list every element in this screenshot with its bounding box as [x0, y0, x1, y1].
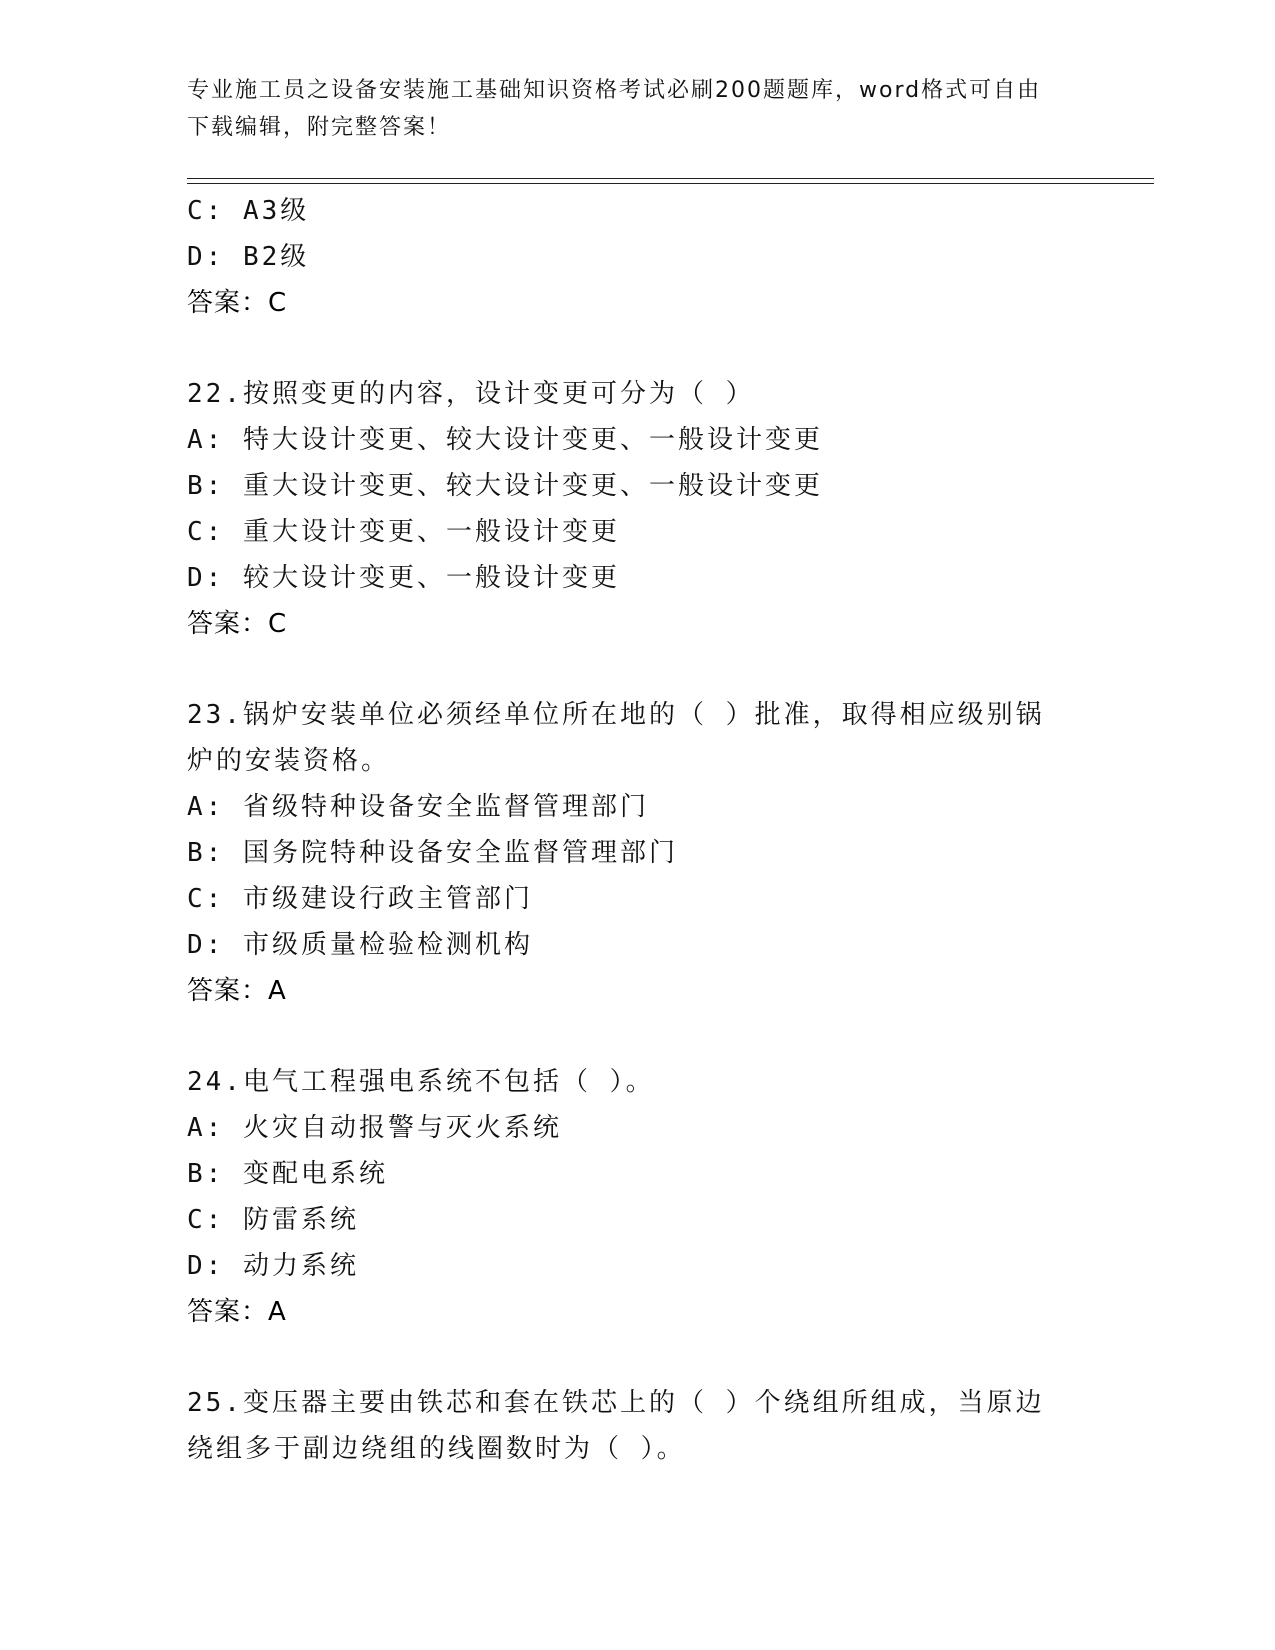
option-letter: D:	[187, 1251, 225, 1281]
option-b	[187, 463, 1107, 509]
question-22	[187, 371, 1107, 647]
header-line-1: 专业施工员之设备安装施工基础知识资格考试必刷200题题库，word格式可自由	[187, 78, 1042, 103]
option-letter: C:	[187, 196, 225, 226]
option-letter: A:	[187, 425, 225, 455]
option-letter: C:	[187, 884, 225, 914]
option-a	[187, 784, 1107, 830]
answer-line: 答案：A	[187, 1297, 287, 1327]
option-text: 火灾自动报警与灭火系统	[242, 1113, 562, 1143]
option-a	[187, 417, 1107, 463]
option-letter: C:	[187, 1205, 225, 1235]
header-divider	[187, 178, 1154, 184]
question-stem: 22.按照变更的内容，设计变更可分为（ ）	[187, 379, 755, 409]
document-header	[187, 72, 1087, 146]
option-b	[187, 830, 1107, 876]
option-text: 防雷系统	[242, 1205, 359, 1235]
option-text: A3级	[242, 196, 310, 226]
question-25	[187, 1380, 1107, 1472]
option-text: 市级建设行政主管部门	[242, 884, 533, 914]
question-list	[187, 188, 1107, 1472]
option-text: B2级	[242, 242, 310, 272]
option-letter: B:	[187, 471, 225, 501]
question-stem: 23.锅炉安装单位必须经单位所在地的（ ）批准，取得相应级别锅炉的安装资格。	[187, 700, 1045, 776]
option-c	[187, 1197, 1107, 1243]
option-d	[187, 555, 1107, 601]
question-24	[187, 1059, 1107, 1335]
answer-line: 答案：A	[187, 976, 287, 1006]
question-23	[187, 692, 1107, 1014]
option-d	[187, 234, 1107, 280]
option-text: 省级特种设备安全监督管理部门	[242, 792, 649, 822]
header-line-2: 下载编辑，附完整答案！	[187, 115, 452, 140]
previous-question-tail	[187, 188, 1107, 326]
option-text: 市级质量检验检测机构	[242, 930, 533, 960]
question-stem: 25.变压器主要由铁芯和套在铁芯上的（ ）个绕组所组成，当原边绕组多于副边绕组的线圈数时为（ ）。	[187, 1388, 1045, 1464]
option-a	[187, 1105, 1107, 1151]
option-text: 重大设计变更、较大设计变更、一般设计变更	[242, 471, 823, 501]
option-b	[187, 1151, 1107, 1197]
option-text: 国务院特种设备安全监督管理部门	[242, 838, 678, 868]
option-d	[187, 922, 1107, 968]
option-c	[187, 188, 1107, 234]
answer-line: 答案：C	[187, 609, 288, 639]
option-text: 变配电系统	[242, 1159, 388, 1189]
option-text: 重大设计变更、一般设计变更	[242, 517, 620, 547]
option-letter: D:	[187, 242, 225, 272]
option-text: 特大设计变更、较大设计变更、一般设计变更	[242, 425, 823, 455]
option-letter: A:	[187, 1113, 225, 1143]
option-d	[187, 1243, 1107, 1289]
option-letter: B:	[187, 1159, 225, 1189]
option-text: 较大设计变更、一般设计变更	[242, 563, 620, 593]
option-c	[187, 876, 1107, 922]
option-c	[187, 509, 1107, 555]
option-letter: B:	[187, 838, 225, 868]
option-letter: C:	[187, 517, 225, 547]
answer-line: 答案：C	[187, 288, 288, 318]
question-stem: 24.电气工程强电系统不包括（ ）。	[187, 1067, 655, 1097]
option-letter: D:	[187, 563, 225, 593]
option-text: 动力系统	[242, 1251, 359, 1281]
option-letter: A:	[187, 792, 225, 822]
option-letter: D:	[187, 930, 225, 960]
